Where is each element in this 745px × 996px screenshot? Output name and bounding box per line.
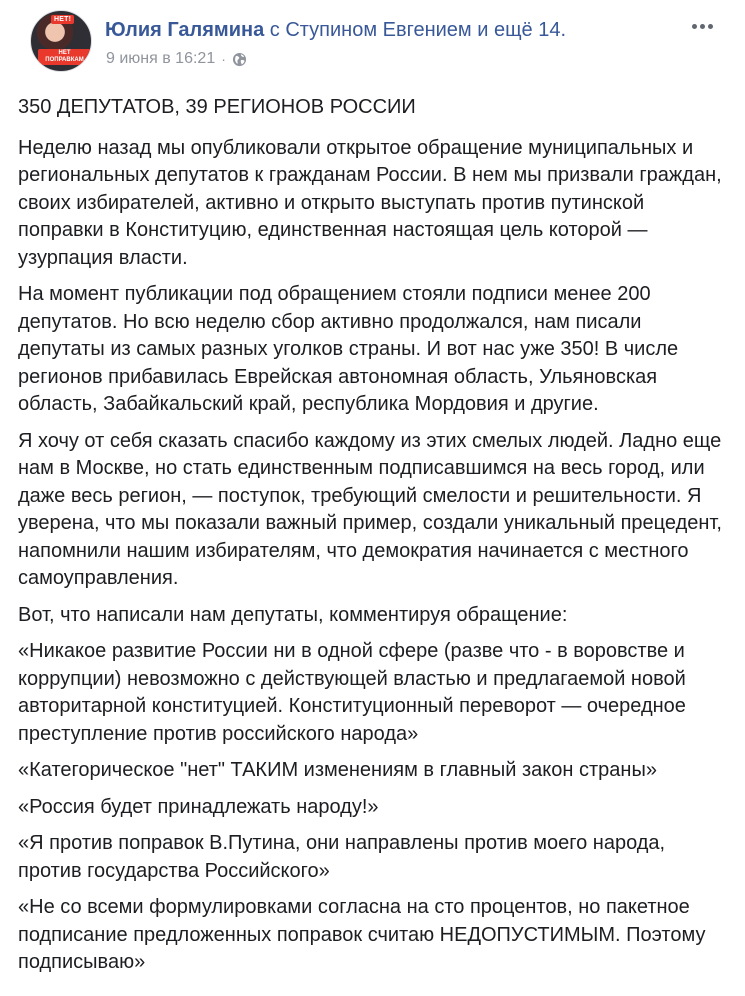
post-paragraph: На момент публикации под обращением стояли подписи менее 200 депутатов. Но всю неделю сбор активно продолжался, нам писали депутаты из самых разных уголков страны. И вот нас уже 350! В числе регионов прибавилась Еврейская автономная область, Ульяновская область, Забайкальский край, республика Мордовия и другие.	[18, 283, 679, 415]
post-meta	[106, 50, 247, 68]
more-dot-icon	[708, 24, 713, 29]
post-quote: «Россия будет принадлежать народу!»	[18, 795, 379, 818]
author-line	[105, 17, 566, 43]
post-title: 350 ДЕПУТАТОВ, 39 РЕГИОНОВ РОССИИ	[18, 96, 416, 118]
post-header	[18, 0, 727, 82]
more-options-icon[interactable]	[689, 15, 715, 37]
post-paragraph: Я хочу от себя сказать спасибо каждому из этих смелых людей. Ладно еще нам в Москве, но стать единственным подписавшимся на весь город, или даже весь регион, — поступок, требующий смелости и решительности. Я уверена, что мы показали важный пример, создали уникальный прецедент, напомнили нашим избирателям, что демократия начинается с местного самоуправления.	[18, 429, 722, 589]
more-dot-icon	[692, 24, 697, 29]
globe-icon[interactable]	[232, 52, 247, 67]
more-dot-icon	[700, 24, 705, 29]
avatar-stamp-top: НЕТ!	[51, 15, 74, 24]
meta-separator: ·	[221, 51, 226, 67]
post-paragraph: Неделю назад мы опубликовали открытое обращение муниципальных и региональных депутатов к гражданам России. В нем мы призвали граждан, своих избирателей, активно и открыто выступать против путинской поправки в Конституцию, единственная настоящая цель которой — узурпация власти.	[18, 136, 722, 269]
post-paragraph: Вот, что написали нам депутаты, комментируя обращение:	[18, 603, 568, 626]
timestamp-link[interactable]: 9 июня в 16:21	[106, 50, 216, 67]
avatar[interactable]	[30, 10, 92, 72]
post-quote: «Я против поправок В.Путина, они направлены против моего народа, против государства Российского»	[18, 832, 666, 882]
post-body	[18, 94, 730, 986]
post-quote: «Категорическое "нет" ТАКИМ изменениям в главный закон страны»	[18, 759, 657, 781]
post-quote: «Не со всеми формулировками согласна на сто процентов, но пакетное подписание предложенных поправок считаю НЕДОПУСТИМЫМ. Поэтому подписываю»	[18, 896, 706, 973]
tagged-people-link[interactable]: с Ступином Евгением и ещё 14.	[269, 19, 567, 41]
post-quote: «Никакое развитие России ни в одной сфере (разве что - в воровстве и коррупции) невозможно с действующей властью и предлагаемой новой авторитарной конституцией. Конституционный переворот — очередное преступление против российского народа»	[18, 640, 686, 745]
avatar-stamp-bottom: НЕТ ПОПРАВКАМ	[38, 49, 91, 65]
author-name-link[interactable]: Юлия Галямина	[105, 19, 265, 41]
